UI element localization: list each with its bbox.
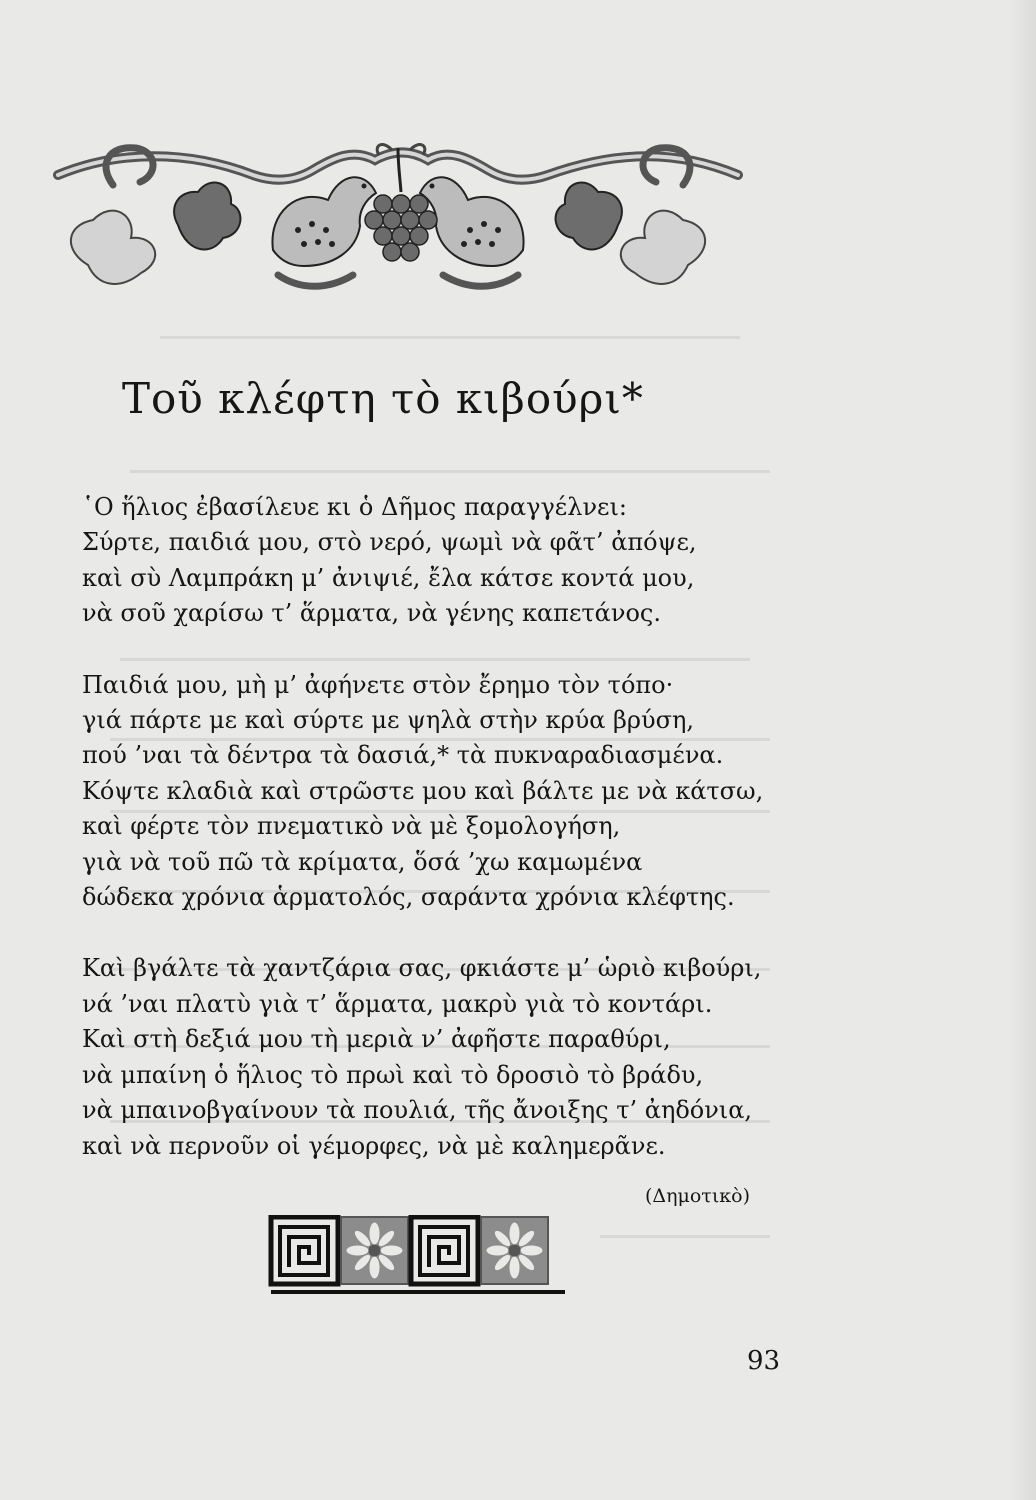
stanza-2 (82, 668, 772, 916)
poem-line: καὶ φέρτε τὸν πνεματικὸ νὰ μὲ ξομολογήση, (82, 812, 621, 841)
flower-tile-icon (481, 1217, 548, 1284)
stanza-3 (82, 951, 772, 1163)
poem-line: καὶ νὰ περνοῦν οἱ γέμορφες, νὰ μὲ καλημερᾶνε. (82, 1131, 666, 1160)
poem-line: Καὶ βγάλτε τὰ χαντζάρια σας, φκιάστε μ’ ὡριὸ κιβούρι, (82, 954, 762, 983)
poem-line: νὰ σοῦ χαρίσω τ’ ἅρματα, νὰ γένης καπετάνος. (82, 599, 661, 628)
poem-source: (Δημοτικὸ) (645, 1185, 750, 1207)
stanza-1 (82, 490, 772, 632)
greek-key-icon (411, 1217, 478, 1284)
poem-line: γιά πάρτε με καὶ σύρτε με ψηλὰ στὴν κρύα βρύση, (82, 706, 695, 735)
footer-ornament (265, 1215, 565, 1297)
poem-line: καὶ σὺ Λαμπράκη μ’ ἀνιψιέ, ἔλα κάτσε κοντά μου, (82, 563, 695, 592)
poem-body (82, 490, 772, 1200)
poem-line: νὰ μπαινοβγαίνουν τὰ πουλιά, τῆς ἄνοιξης τ’ ἀηδόνια, (82, 1096, 753, 1125)
page-number: 93 (747, 1346, 781, 1376)
poem-line: Παιδιά μου, μὴ μ’ ἀφήνετε στὸν ἔρημο τὸν τόπο· (82, 670, 674, 699)
header-ornament (28, 130, 768, 310)
poem-line: Σύρτε, παιδιά μου, στὸ νερό, ψωμὶ νὰ φᾶτ’ ἀπόψε, (82, 528, 697, 557)
poem-line: νὰ μπαίνη ὁ ἥλιος τὸ πρωὶ καὶ τὸ δροσιὸ τὸ βράδυ, (82, 1060, 704, 1089)
poem-line: πού ’ναι τὰ δέντρα τὰ δασιά,* τὰ πυκναραδιασμένα. (82, 741, 724, 770)
poem-line: νά ’ναι πλατὺ γιὰ τ’ ἅρματα, μακρὺ γιὰ τὸ κοντάρι. (82, 989, 713, 1018)
poem-line: γιὰ νὰ τοῦ πῶ τὰ κρίματα, ὅσά ’χω καμωμένα (82, 847, 643, 876)
poem-title: Τοῦ κλέφτη τὸ κιβούρι* (122, 374, 644, 423)
flower-tile-icon (341, 1217, 408, 1284)
poem-line: Καὶ στὴ δεξιά μου τὴ μεριὰ ν’ ἀφῆστε παραθύρι, (82, 1025, 671, 1054)
poem-line: ῾Ο ἥλιος ἐβασίλευε κι ὁ Δῆμος παραγγέλνει: (82, 493, 627, 521)
greek-key-icon (271, 1217, 338, 1284)
poem-line: δώδεκα χρόνια ἁρματολός, σαράντα χρόνια κλέφτης. (82, 883, 735, 912)
page-edge-shadow (1008, 0, 1036, 1500)
poem-line: Κόψτε κλαδιὰ καὶ στρῶστε μου καὶ βάλτε με νὰ κάτσω, (82, 776, 764, 805)
